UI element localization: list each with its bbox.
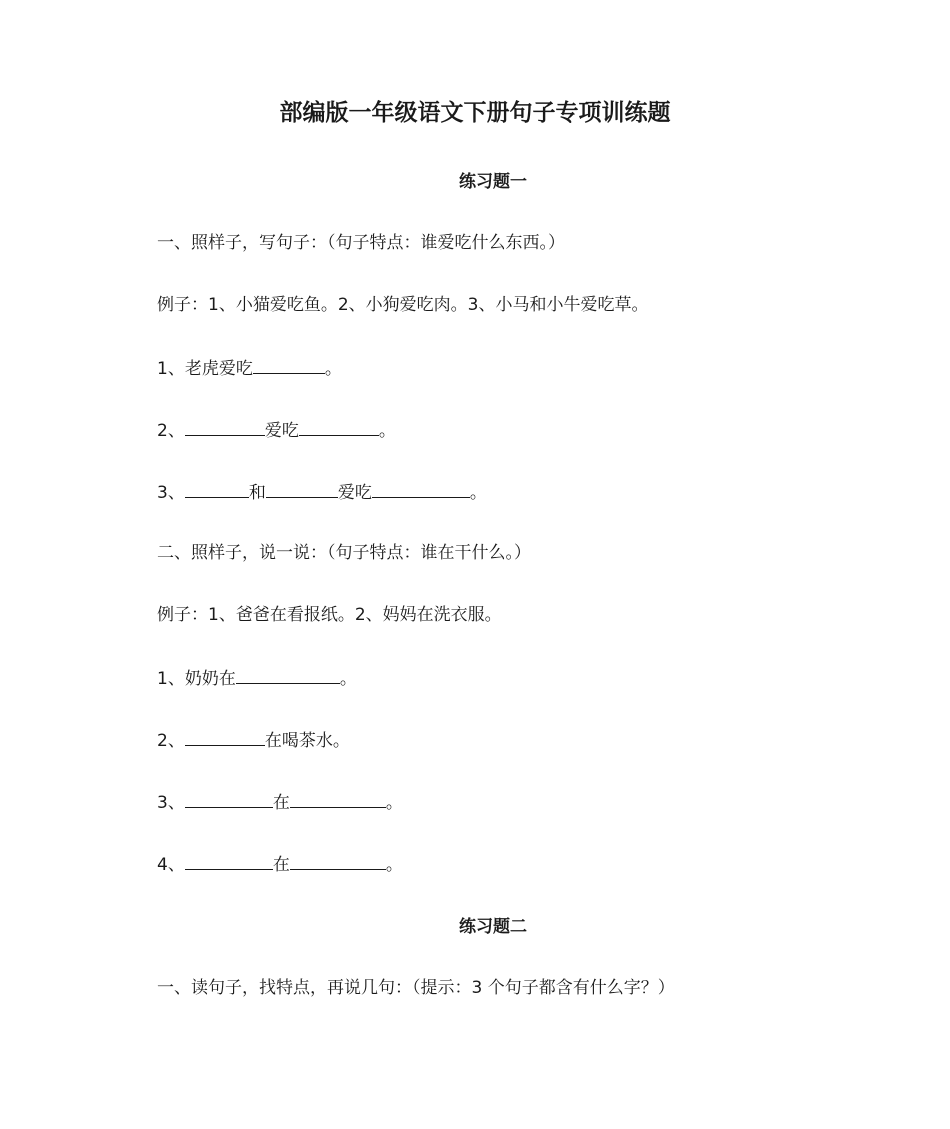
q-mid: 在 (272, 855, 290, 875)
q-end: 。 (324, 359, 342, 379)
exercise1-part2-q1 (157, 665, 357, 691)
exercise1-part1-q2 (157, 417, 396, 443)
answer-blank[interactable] (236, 665, 340, 684)
answer-blank[interactable] (253, 355, 325, 374)
q-mid: 爱吃 (337, 483, 372, 503)
answer-blank[interactable] (185, 789, 273, 808)
q-prefix: 3、 (157, 483, 185, 503)
q-prefix: 2、 (157, 731, 185, 751)
q-prefix: 2、 (157, 421, 185, 441)
q-mid: 在 (272, 793, 290, 813)
q-end: 。 (378, 421, 396, 441)
answer-blank[interactable] (299, 417, 379, 436)
exercise1-part1-q3 (157, 479, 487, 505)
answer-blank[interactable] (185, 479, 249, 498)
answer-blank[interactable] (372, 479, 470, 498)
answer-blank[interactable] (185, 851, 273, 870)
answer-blank[interactable] (290, 789, 386, 808)
exercise1-part2-q2 (157, 727, 350, 753)
q-end: 在喝茶水。 (264, 731, 350, 751)
exercise1-part1-instruction: 一、照样子，写句子：（句子特点：谁爱吃什么东西。） (157, 233, 565, 253)
q-prefix: 1、奶奶在 (157, 669, 236, 689)
q-end: 。 (339, 669, 357, 689)
exercise1-part1-q1 (157, 355, 342, 381)
q-end: 。 (385, 793, 403, 813)
exercise1-part2-q4 (157, 851, 403, 877)
exercise1-part2-example: 例子：1、爸爸在看报纸。2、妈妈在洗衣服。 (157, 605, 502, 625)
q-prefix: 1、老虎爱吃 (157, 359, 253, 379)
answer-blank[interactable] (266, 479, 338, 498)
exercise1-part1-example: 例子：1、小猫爱吃鱼。2、小狗爱吃肉。3、小马和小牛爱吃草。 (157, 295, 649, 315)
q-end: 。 (385, 855, 403, 875)
answer-blank[interactable] (290, 851, 386, 870)
answer-blank[interactable] (185, 727, 265, 746)
exercise1-part2-q3 (157, 789, 403, 815)
q-prefix: 4、 (157, 855, 185, 875)
exercise1-heading: 练习题一 (459, 172, 527, 192)
exercise2-heading: 练习题二 (459, 917, 527, 937)
q-prefix: 3、 (157, 793, 185, 813)
q-mid: 爱吃 (264, 421, 299, 441)
q-mid: 和 (248, 483, 266, 503)
exercise1-part2-instruction: 二、照样子，说一说：（句子特点：谁在干什么。） (157, 543, 531, 563)
answer-blank[interactable] (185, 417, 265, 436)
document-title: 部编版一年级语文下册句子专项训练题 (279, 100, 671, 126)
q-end: 。 (469, 483, 487, 503)
exercise2-part1-instruction: 一、读句子，找特点，再说几句：（提示：3 个句子都含有什么字？） (157, 978, 675, 998)
